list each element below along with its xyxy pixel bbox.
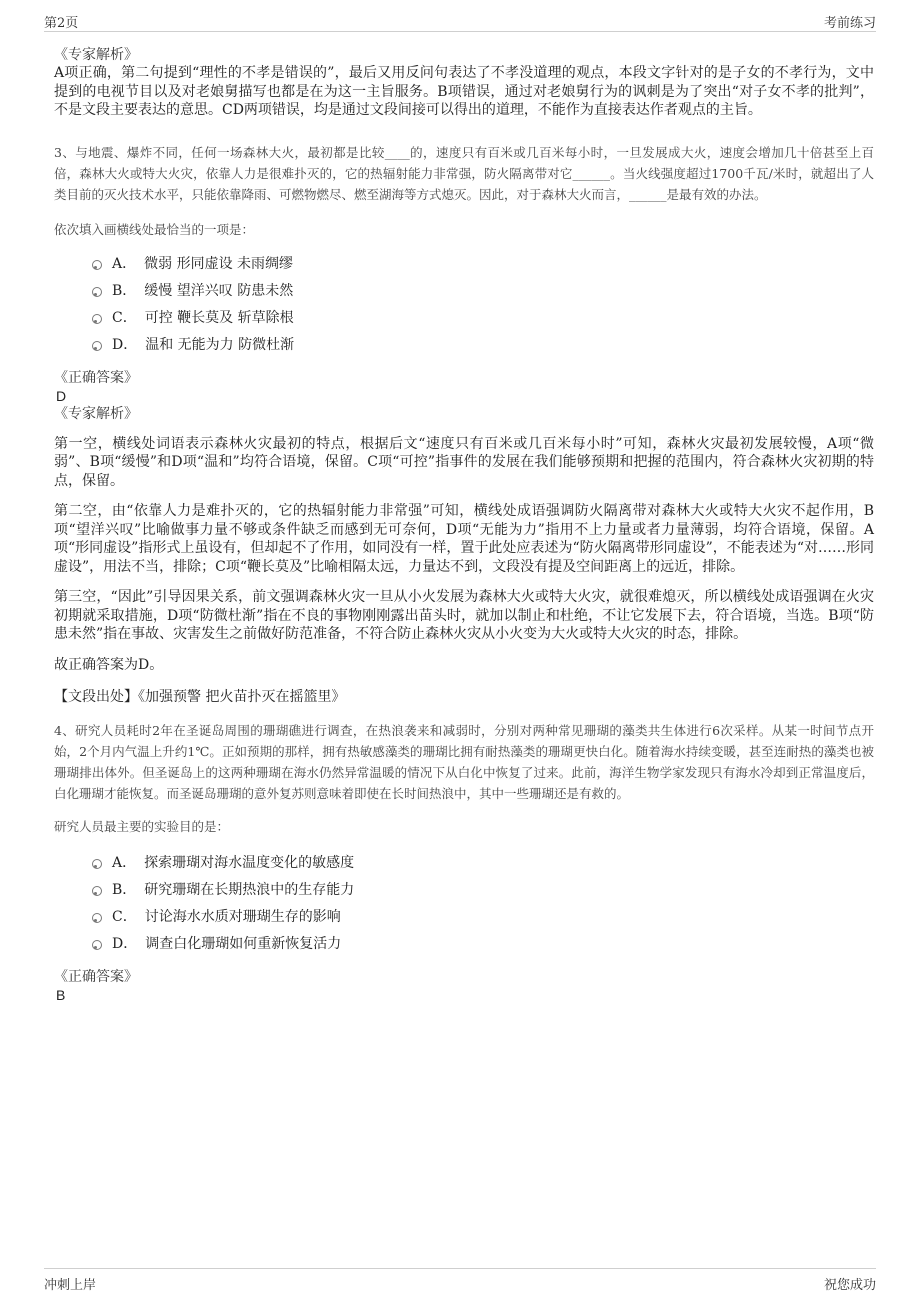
option-c[interactable]: C． 讨论海水水质对珊瑚生存的影响 xyxy=(54,904,874,931)
question-4-text: 4、研究人员耗时2年在圣诞岛周围的珊瑚礁进行调查，在热浪袭来和减弱时，分别对两种常见珊瑚的藻类共生体进行6次采样。从某一时间节点开始，2个月内气温上升约1℃。正如预期的那样，拥有热敏感藻类的珊瑚比拥有耐热藻类的珊瑚更快白化。随着海水持续变暖，甚至连耐热的藻类也被珊瑚排出体外。但圣诞岛上的这两种珊瑚在海水仍然异常温暖的情况下从白化中恢复了过来。此前，海洋生物学家发现只有海水冷却到正常温度后，白化珊瑚才能恢复。而圣诞岛珊瑚的意外复苏则意味着即使在长时间热浪中，其中一些珊瑚还是有救的。 xyxy=(54,723,874,801)
question-3-prompt: 依次填入画横线处最恰当的一项是： xyxy=(54,221,255,237)
option-a[interactable]: A． 探索珊瑚对海水温度变化的敏感度 xyxy=(54,850,874,877)
header-title: 考前练习 xyxy=(823,16,876,31)
option-d[interactable]: D． 调查白化珊瑚如何重新恢复活力 xyxy=(54,931,874,958)
question-4-prompt: 研究人员最主要的实验目的是： xyxy=(54,819,230,834)
analysis-paragraph: 第一空，横线处词语表示森林火灾最初的特点，根据后文“速度只有百米或几百米每小时”可知，森林火灾最初发展较慢，A项“微弱”、B项“缓慢”和D项“温和”均符合语境，保留。C项“可控”指事件的发展在我们能够预期和把握的范围内，符合森林火灾初期的特点，保留。 xyxy=(54,435,874,489)
question-3-text: 3、与地震、爆炸不同，任何一场森林大火，最初都是比较____的，速度只有百米或几百米每小时，一旦发展成大火，速度会增加几十倍甚至上百倍，森林大火或特大火灾，依靠人力是很难扑灭的，它的热辐射能力非常强，防火隔离带对它______。当火线强度超过1700千瓦/米时，就超出了人类目前的灭火技术水平，只能依靠降雨、可燃物燃尽、燃至湖海等方式熄灭。因此，对于森林大火而言，______是最有效的办法。 xyxy=(54,144,874,202)
radio-icon[interactable] xyxy=(92,260,102,270)
analysis-tag: 《专家解析》 xyxy=(54,47,138,63)
radio-icon[interactable] xyxy=(92,314,102,324)
option-b[interactable]: B． 研究珊瑚在长期热浪中的生存能力 xyxy=(54,877,874,904)
page-footer xyxy=(0,1264,920,1302)
footer-right-text: 祝您成功 xyxy=(823,1278,876,1293)
radio-icon[interactable] xyxy=(92,886,102,896)
footer-divider xyxy=(44,1268,876,1269)
analysis-paragraph: 第二空，由“依靠人力是难扑灭的，它的热辐射能力非常强”可知，横线处成语强调防火隔离带对森林大火或特大火灾不起作用，B项“望洋兴叹”比喻做事力量不够或条件缺乏而感到无可奈何，D项“无能为力”指用不上力量或者力量薄弱，均符合语境，保留。A项“形同虚设”指形式上虽设有，但却起不了作用，如同没有一样，置于此处应表述为“防火隔离带形同虚设”，不能表述为“对……形同虚设”，用法不当，排除；C项“鞭长莫及”比喻相隔太远，力量达不到，文段没有提及空间距离上的远近，排除。 xyxy=(54,503,874,575)
analysis-text: A项正确，第二句提到“理性的不孝是错误的”，最后又用反问句表达了不孝没道理的观点，本段文字针对的是子女的不孝行为，文中提到的电视节目以及对老娘舅描写也都是在为这一主旨服务。B项错误，通过对老娘舅行为的讽刺是为了突出“对子女不孝的批判”，不是文段主要表达的意思。CD两项错误，均是通过文段间接可以得出的道理，不能作为直接表达作者观点的主旨。 xyxy=(54,65,874,118)
analysis-conclusion: 故正确答案为D。 xyxy=(54,656,164,673)
answer-tag: 《正确答案》 xyxy=(54,369,138,386)
analysis-paragraph: 第三空，“因此”引导因果关系，前文强调森林火灾一旦从小火发展为森林大火或特大火灾，就很难熄灭，所以横线处成语强调在火灾初期就采取措施，D项“防微杜渐”指在不良的事物刚刚露出苗头时，就加以制止和杜绝，不让它发展下去，符合语境，当选。B项“防患未然”指在事故、灾害发生之前做好防范准备，不符合防止森林火灾从小火变为大火或特大火灾的时态，排除。 xyxy=(54,589,874,642)
correct-answer: D xyxy=(56,387,67,404)
header-divider xyxy=(44,31,876,32)
option-d[interactable]: D． 温和 无能为力 防微杜渐 xyxy=(54,332,874,359)
analysis-tag: 《专家解析》 xyxy=(54,405,138,422)
radio-icon[interactable] xyxy=(92,341,102,351)
page-content xyxy=(54,40,874,1004)
page-number: 第2页 xyxy=(44,16,79,31)
question-4-options xyxy=(54,850,874,958)
footer-left-text: 冲刺上岸 xyxy=(44,1278,97,1293)
option-b[interactable]: B． 缓慢 望洋兴叹 防患未然 xyxy=(54,278,874,305)
page-header xyxy=(0,0,920,30)
correct-answer: B xyxy=(56,987,66,1003)
radio-icon[interactable] xyxy=(92,913,102,923)
question-3-options xyxy=(54,251,874,359)
answer-tag: 《正确答案》 xyxy=(54,969,138,985)
radio-icon[interactable] xyxy=(92,287,102,297)
radio-icon[interactable] xyxy=(92,859,102,869)
radio-icon[interactable] xyxy=(92,940,102,950)
option-a[interactable]: A． 微弱 形同虚设 未雨绸缪 xyxy=(54,251,874,278)
source-citation: 【文段出处】《加强预警 把火苗扑灭在摇篮里》 xyxy=(54,689,346,705)
option-c[interactable]: C． 可控 鞭长莫及 斩草除根 xyxy=(54,305,874,332)
